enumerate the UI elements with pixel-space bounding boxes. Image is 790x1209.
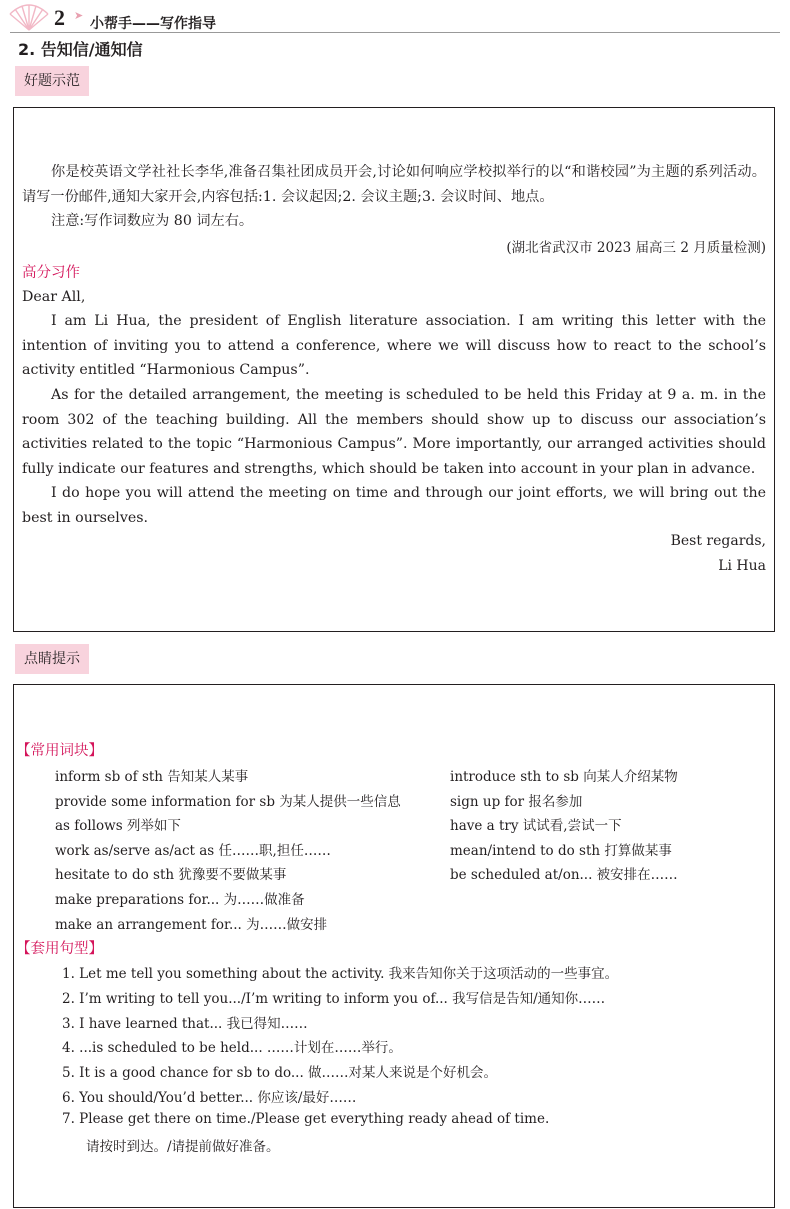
essay-paragraph-3: I do hope you will attend the meeting on time and through our joint efforts, we will bring out the best in ourselves. [22, 485, 766, 526]
patterns-heading: 【套用句型】 [16, 941, 103, 957]
essay-closing: Best regards, [670, 533, 766, 549]
phrase-item: hesitate to do sth 犹豫要不要做某事 [55, 867, 287, 883]
essay-greeting: Dear All, [22, 289, 86, 305]
pattern-item: 6. You should/You’d better... 你应该/最好…… [62, 1090, 357, 1106]
essay-heading: 高分习作 [22, 265, 80, 281]
essay-paragraph-2: As for the detailed arrangement, the meeting is scheduled to be held this Friday at 9 a. m. in the room 302 of the teaching building. All the members should show up to discuss our association’s activities related to the topic “Harmonious Campus”. More importantly, our arranged activities should fully indicate our features and strengths, which should be taken into account in your plan in advance. [22, 387, 766, 477]
fan-decoration-icon [6, 4, 52, 32]
phrase-item: make an arrangement for... 为……做安排 [55, 917, 328, 933]
phrase-item: provide some information for sb 为某人提供一些信息 [55, 794, 401, 810]
section-title: 2. 告知信/通知信 [18, 40, 143, 59]
page-header [0, 0, 790, 34]
header-title: 小帮手——写作指导 [90, 16, 216, 32]
phrase-item: introduce sth to sb 向某人介绍某物 [450, 769, 678, 785]
page-number: 2 [54, 5, 65, 30]
arrow-icon: ➤ [74, 9, 84, 22]
prompt-text: 你是校英语文学社社长李华,准备召集社团成员开会,讨论如何响应学校拟举行的以“和谐校园”为主题的系列活动。请写一份邮件,通知大家开会,内容包括:1. 会议起因;2. 会议主题;3. 会议时间、地点。 [22, 164, 766, 205]
pattern-item: 5. It is a good chance for sb to do... 做……对某人来说是个好机会。 [62, 1065, 498, 1081]
phrases-heading: 【常用词块】 [16, 743, 103, 759]
essay-signature: Li Hua [718, 558, 766, 574]
prompt-source: (湖北省武汉市 2023 届高三 2 月质量检测) [506, 240, 766, 256]
phrase-item: have a try 试试看,尝试一下 [450, 818, 622, 834]
phrase-item: mean/intend to do sth 打算做某事 [450, 843, 672, 859]
phrase-item: work as/serve as/act as 任……职,担任…… [55, 843, 331, 859]
pattern-item-translation: 请按时到达。/请提前做好准备。 [86, 1139, 280, 1155]
pattern-item: 7. Please get there on time./Please get everything ready ahead of time. [62, 1111, 550, 1127]
tips-box [13, 684, 775, 1208]
prompt-note: 注意:写作词数应为 80 词左右。 [51, 213, 254, 229]
header-divider [10, 32, 780, 33]
phrase-item: be scheduled at/on... 被安排在…… [450, 867, 678, 883]
pattern-item: 4. ...is scheduled to be held... ……计划在……举行。 [62, 1040, 402, 1056]
essay-paragraph-1: I am Li Hua, the president of English literature association. I am writing this letter with the intention of inviting you to attend a conference, where we will discuss how to react to the school’s activity entitled “Harmonious Campus”. [22, 313, 766, 379]
pattern-item: 3. I have learned that... 我已得知…… [62, 1016, 308, 1032]
tag-tips: 点睛提示 [15, 644, 89, 674]
phrase-item: sign up for 报名参加 [450, 794, 583, 810]
phrase-item: as follows 列举如下 [55, 818, 181, 834]
tag-model: 好题示范 [15, 66, 89, 96]
phrase-item: inform sb of sth 告知某人某事 [55, 769, 249, 785]
phrase-item: make preparations for... 为……做准备 [55, 892, 305, 908]
pattern-item: 1. Let me tell you something about the activity. 我来告知你关于这项活动的一些事宜。 [62, 966, 619, 982]
pattern-item: 2. I’m writing to tell you.../I’m writing to inform you of... 我写信是告知/通知你…… [62, 991, 606, 1007]
